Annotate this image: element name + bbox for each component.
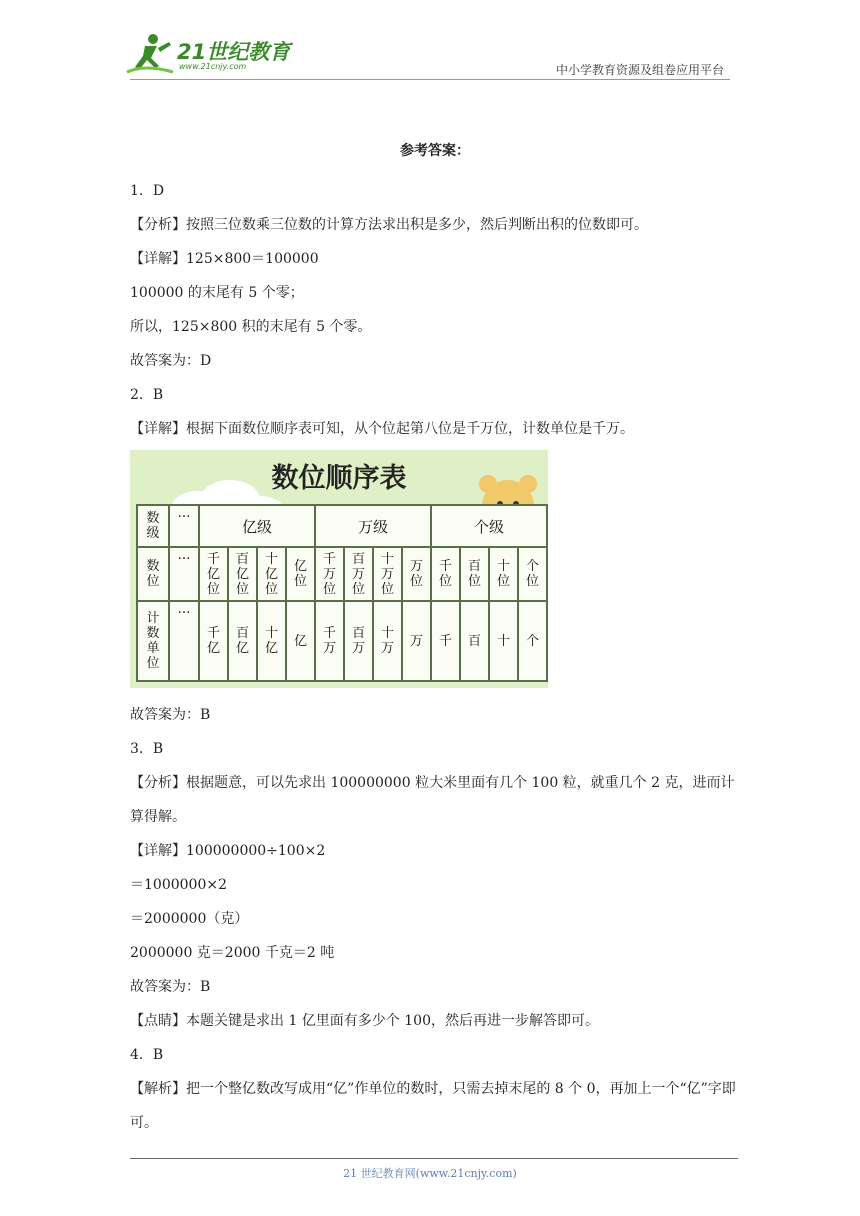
answer-line: 【分析】按照三位数乘三位数的计算方法求出积是多少，然后判断出积的位数即可。 [130,217,648,233]
header-divider [130,79,730,80]
position-cell: 千亿位 [199,547,228,601]
place-value-table-image [130,450,548,688]
ellipsis-cell: … [169,601,199,681]
header-platform-text: 中小学教育资源及组卷应用平台 [555,63,724,77]
answer-line: 2000000 克＝2000 千克＝2 吨 [130,945,335,961]
answer-line: 100000 的末尾有 5 个零； [130,285,304,301]
answer-line: ＝1000000×2 [130,877,227,893]
answer-line: ＝2000000（克） [130,911,249,927]
unit-cell: 千亿 [199,601,228,681]
position-cell: 亿位 [286,547,315,601]
unit-cell: 百亿 [228,601,257,681]
answer-line: 故答案为：B [130,979,211,995]
group-yi: 亿级 [199,505,315,547]
answer-content [130,140,740,1140]
answer-line: 【详解】125×800＝100000 [130,251,319,267]
position-cell: 千位 [431,547,460,601]
ellipsis-cell: … [169,505,199,547]
unit-cell: 十亿 [257,601,286,681]
ellipsis-cell: … [169,547,199,601]
logo-text: 21世纪教育 [177,40,291,64]
answers-title: 参考答案： [400,143,470,159]
place-value-table [136,504,548,682]
page-header [0,0,860,90]
answer-line: 【解析】把一个整亿数改写成用“亿”作单位的数时，只需去掉末尾的 8 个 0，再加上一个“亿”字即可。 [130,1081,736,1131]
table-title: 数位顺序表 [271,463,407,494]
runner-icon [125,32,175,78]
group-ge: 个级 [431,505,547,547]
position-cell: 十万位 [373,547,402,601]
position-cell: 十位 [489,547,518,601]
unit-cell: 十万 [373,601,402,681]
footer-link[interactable]: 21 世纪教育网(www.21cnjy.com) [343,1167,517,1180]
answer-line: 1．D [130,183,165,199]
answer-line: 【详解】根据下面数位顺序表可知，从个位起第八位是千万位，计数单位是千万。 [130,421,634,437]
position-cell: 万位 [402,547,431,601]
answer-line: 【点睛】本题关键是求出 1 亿里面有多少个 100，然后再进一步解答即可。 [130,1013,599,1029]
answer-line: 故答案为：B [130,707,211,723]
unit-cell: 千万 [315,601,344,681]
position-cell: 个位 [518,547,547,601]
position-cell: 百万位 [344,547,373,601]
answer-line: 所以，125×800 积的末尾有 5 个零。 [130,319,372,335]
logo-url: www.21cnjy.com [179,62,247,71]
footer-divider [130,1158,738,1159]
unit-cell: 个 [518,601,547,681]
position-cell: 十亿位 [257,547,286,601]
unit-cell: 亿 [286,601,315,681]
unit-cell: 万 [402,601,431,681]
position-cell: 百亿位 [228,547,257,601]
answer-line: 4．B [130,1047,164,1063]
group-wan: 万级 [315,505,431,547]
answer-line: 3．B [130,741,164,757]
row-label-level: 数级 [137,505,169,547]
position-cell: 千万位 [315,547,344,601]
answer-line: 【分析】根据题意，可以先求出 100000000 粒大米里面有几个 100 粒，就重几个 2 克，进而计算得解。 [130,775,735,825]
position-cell: 百位 [460,547,489,601]
site-logo[interactable] [125,32,295,80]
unit-cell: 千 [431,601,460,681]
unit-cell: 百 [460,601,489,681]
row-label-unit: 计数单位 [137,601,169,681]
answer-line: 【详解】100000000÷100×2 [130,843,326,859]
unit-cell: 十 [489,601,518,681]
answer-line: 2．B [130,387,164,403]
unit-cell: 百万 [344,601,373,681]
row-label-position: 数位 [137,547,169,601]
answer-line: 故答案为：D [130,353,212,369]
